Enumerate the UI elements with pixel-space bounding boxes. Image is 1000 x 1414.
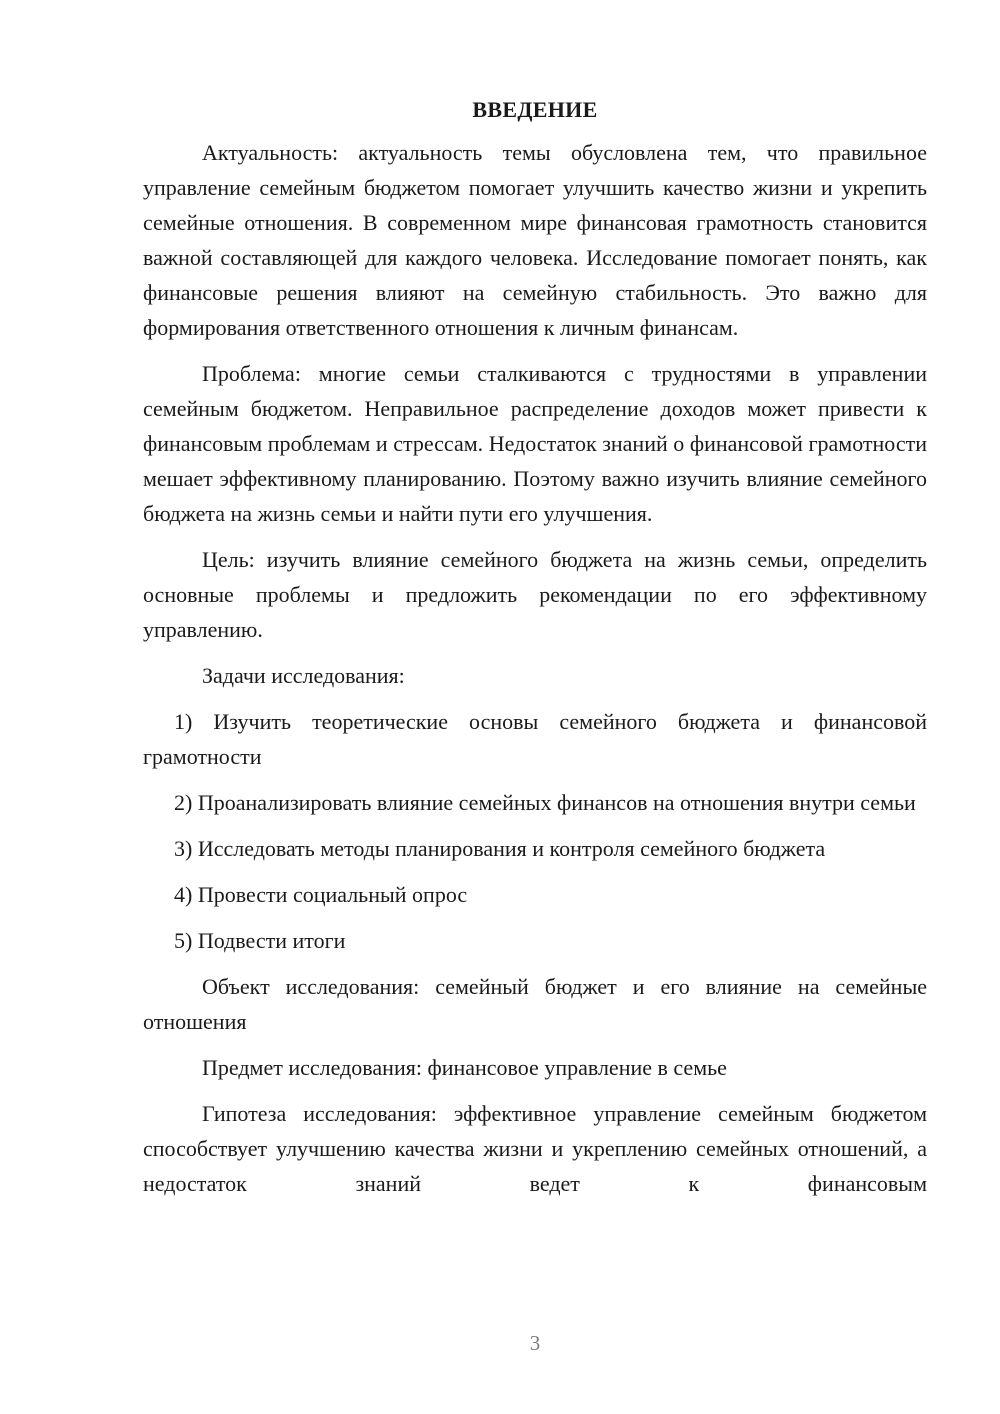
task-item-2: 2) Проанализировать влияние семейных финансов на отношения внутри семьи [174,790,916,815]
relevance-paragraph: Актуальность: актуальность темы обусловлена тем, что правильное управление семейным бюджетом помогает улучшить качество жизни и укрепить семейные отношения. В современном мире финансовая грамотность становится важной составляющей для каждого человека. Исследование помогает понять, как финансовые решения влияют на семейную стабильность. Это важно для формирования ответственного отношения к личным финансам. [143,140,927,340]
task-item-4: 4) Провести социальный опрос [174,882,468,907]
tasks-heading: Задачи исследования: [202,663,405,688]
page-number: 3 [529,1331,541,1355]
goal-paragraph: Цель: изучить влияние семейного бюджета на жизнь семьи, определить основные проблемы и предложить рекомендации по его эффективному управлению. [143,547,927,642]
task-item-3: 3) Исследовать методы планирования и контроля семейного бюджета [174,836,826,861]
task-item-1: 1) Изучить теоретические основы семейного бюджета и финансовой грамотности [143,709,927,769]
document-page [143,92,927,1212]
task-item-5: 5) Подвести итоги [174,928,346,953]
page-title: ВВЕДЕНИЕ [472,97,598,122]
problem-paragraph: Проблема: многие семьи сталкиваются с трудностями в управлении семейным бюджетом. Неправильное распределение доходов может привести к финансовым проблемам и стрессам. Недостаток знаний о финансовой грамотности мешает эффективному планированию. Поэтому важно изучить влияние семейного бюджета на жизнь семьи и найти пути его улучшения. [143,361,927,526]
object-paragraph: Объект исследования: семейный бюджет и его влияние на семейные отношения [143,974,927,1034]
subject-paragraph: Предмет исследования: финансовое управление в семье [202,1055,727,1080]
hypothesis-paragraph: Гипотеза исследования: эффективное управление семейным бюджетом способствует улучшению качества жизни и укреплению семейных отношений, а недостаток знаний ведет к финансовым [143,1101,927,1196]
